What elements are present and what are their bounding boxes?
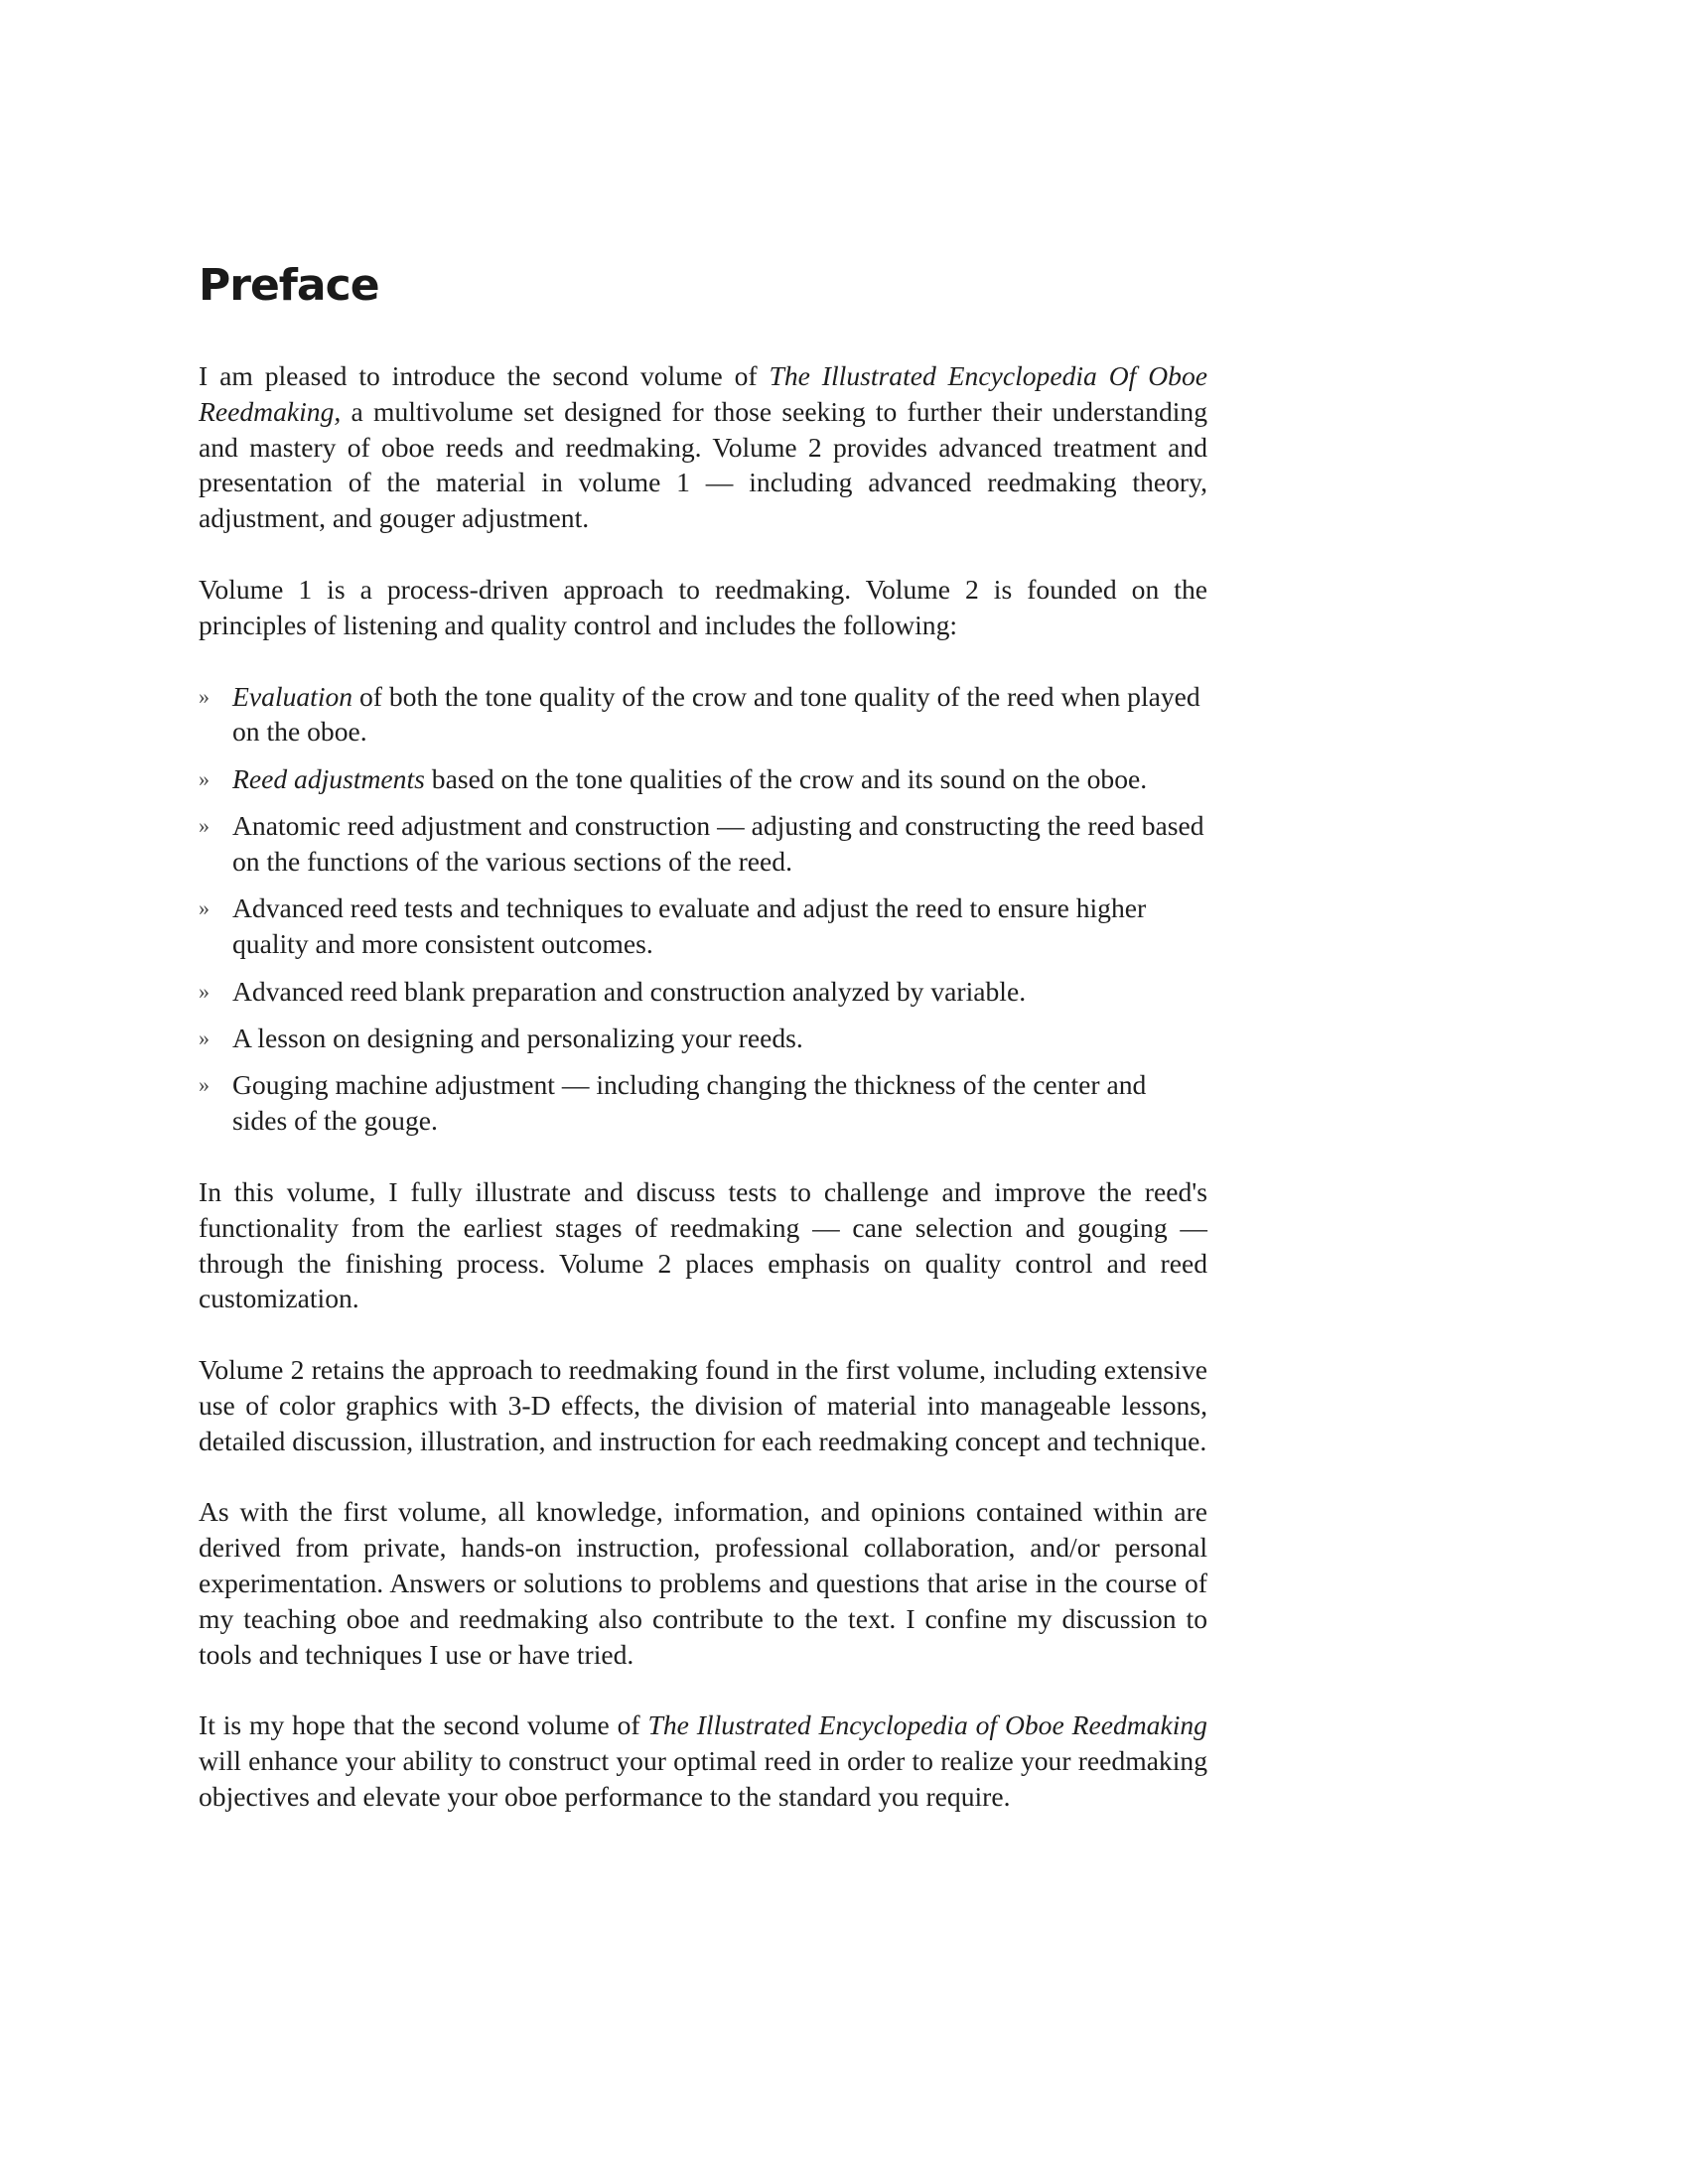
list-item-text: Anatomic reed adjustment and construction — adjusting and constructing the reed based on the functions of the various sections of the reed. [232,810,1204,877]
list-item-text: Advanced reed tests and techniques to evaluate and adjust the reed to ensure higher quality and more consistent outcomes. [232,892,1147,960]
list-item-emphasis: Evaluation [232,680,353,712]
bullet-marker: » [199,813,210,839]
list-item [199,761,1207,797]
bullet-marker: » [199,1024,210,1050]
paragraph-intro [199,358,1207,536]
bullet-marker: » [199,683,210,709]
page-heading: Preface [199,260,379,311]
list-item-text: based on the tone qualities of the crow and its sound on the oboe. [424,762,1148,794]
list-item [199,974,1207,1010]
bullet-marker: » [199,1072,210,1098]
list-item [199,890,1207,962]
paragraph-sources: As with the first volume, all knowledge, information, and opinions contained within are derived from private, hands-on instruction, professional collaboration, and/or personal experimentation. Answers or solutions to problems and questions that arise in the course of my teaching oboe and reedmaking also contribute to the text. I confine my discussion to tools and techniques I use or have tried. [199,1496,1207,1670]
intro-text-start: I am pleased to introduce the second volume of [199,360,770,391]
book-title: The Illustrated Encyclopedia of Oboe Reedmaking [647,1709,1207,1741]
list-item-text: Advanced reed blank preparation and construction analyzed by variable. [232,975,1027,1007]
bullet-marker: » [199,765,210,791]
paragraph-tests: In this volume, I fully illustrate and discuss tests to challenge and improve the reed's functionality from the earliest stages of reedmaking — cane selection and gouging — through the finishing process. Volume 2 places emphasis on quality control and reed customization. [199,1175,1207,1314]
paragraph-approach: Volume 2 retains the approach to reedmaking found in the first volume, including extensive use of color graphics with 3-D effects, the division of material into manageable lessons, detailed discussion, illustration, and instruction for each reedmaking concept and technique. [199,1354,1207,1456]
bullet-marker: » [199,895,210,921]
list-item-text: of both the tone quality of the crow and tone quality of the reed when played on the oboe. [232,680,1200,748]
page-content [199,260,1207,1850]
list-item-text: Gouging machine adjustment — including changing the thickness of the center and sides of the gouge. [232,1069,1147,1137]
bullet-marker: » [199,978,210,1004]
list-item [199,808,1207,880]
list-item [199,1067,1207,1139]
list-item-text: A lesson on designing and personalizing your reeds. [232,1022,803,1053]
intro-text-end: a multivolume set designed for those seeking to further their understanding and mastery of oboe reeds and reedmaking. Volume 2 provides advanced treatment and presentation of the material in volume 1 — including advanced reedmaking theory, adjustment, and gouger adjustment. [199,395,1207,534]
feature-list [199,679,1207,1139]
list-item [199,679,1207,751]
list-item-emphasis: Reed adjustments [232,762,425,794]
closing-text-start: It is my hope that the second volume of [199,1709,648,1741]
list-item [199,1021,1207,1056]
paragraph-closing [199,1707,1207,1814]
paragraph-volume-approach: Volume 1 is a process-driven approach to reedmaking. Volume 2 is founded on the principles of listening and quality control and includes the following: [199,573,1207,640]
closing-text-end: will enhance your ability to construct your optimal reed in order to realize your reedmaking objectives and elevate your oboe performance to the standard you require. [199,1745,1207,1813]
book-title: The Illustrated Encyclopedia Of Oboe Reedmaking, [199,360,1208,427]
